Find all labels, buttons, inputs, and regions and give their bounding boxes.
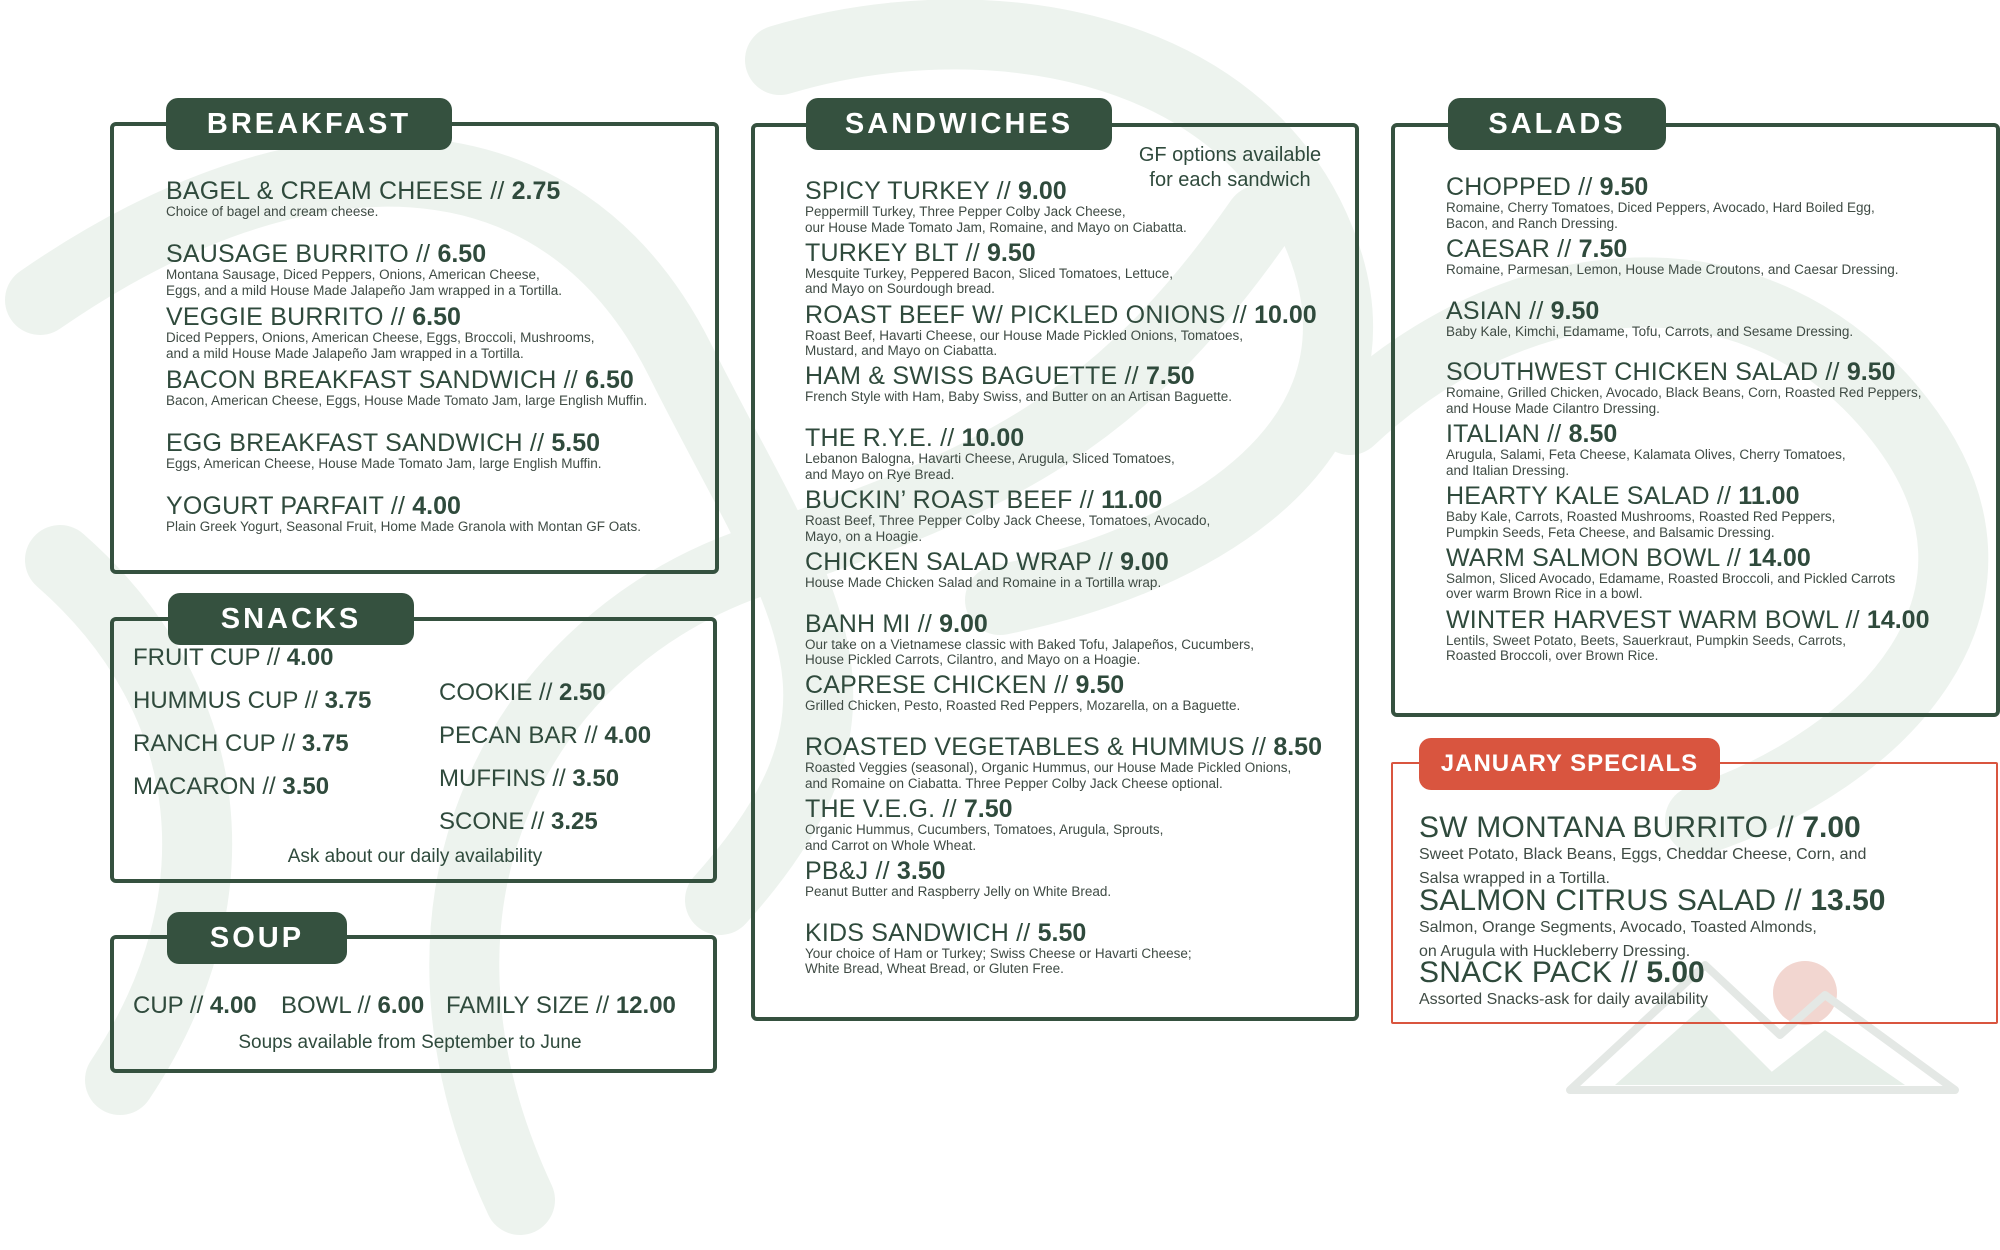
- breakfast-item-price: 4.00: [412, 492, 461, 520]
- salads-title: SALADS: [1448, 98, 1666, 150]
- salad-item-name: ITALIAN //: [1446, 420, 1569, 449]
- salad-item-description: Romaine, Grilled Chicken, Avocado, Black Beans, Corn, Roasted Red Peppers, and House Made Cilantro Dressing.: [1446, 385, 1922, 416]
- snack-item-price: 3.50: [282, 773, 330, 800]
- snack-item-price: 2.50: [559, 679, 606, 706]
- breakfast-title: BREAKFAST: [166, 98, 452, 150]
- breakfast-item-description: Bacon, American Cheese, Eggs, House Made Tomato Jam, large English Muffin.: [166, 393, 648, 408]
- snack-item-name: MACARON //: [133, 773, 283, 800]
- sandwich-item-price: 9.00: [1120, 547, 1169, 576]
- soup-title: SOUP: [167, 912, 347, 964]
- sandwich-item-description: House Made Chicken Salad and Romaine in a Tortilla wrap.: [805, 574, 1162, 590]
- special-item-name: SALMON CITRUS SALAD //: [1419, 884, 1811, 917]
- salad-item-description: Baby Kale, Carrots, Roasted Mushrooms, Roasted Red Peppers, Pumpkin Seeds, Feta Cheese, and Balsamic Dressing.: [1446, 509, 1836, 540]
- sandwich-menu-item: [805, 486, 1210, 544]
- sandwich-menu-item: [805, 733, 1322, 791]
- breakfast-item-name: VEGGIE BURRITO //: [166, 303, 413, 331]
- sandwich-item-name: ROASTED VEGETABLES & HUMMUS //: [805, 733, 1274, 762]
- special-menu-item: [1419, 811, 1866, 891]
- snack-item-price: 4.00: [286, 644, 334, 671]
- salad-item-price: 9.50: [1846, 358, 1896, 387]
- sandwich-item-price: 7.50: [1145, 362, 1195, 391]
- breakfast-menu-item: [166, 303, 594, 361]
- sandwich-item-name: ROAST BEEF W/ PICKLED ONIONS //: [805, 300, 1255, 329]
- specials-title: JANUARY SPECIALS: [1419, 738, 1720, 790]
- sandwich-item-price: 9.50: [1075, 671, 1125, 700]
- sandwich-item-description: Peppermill Turkey, Three Pepper Colby Jack Cheese, our House Made Tomato Jam, Romaine, and Mayo on Ciabatta.: [805, 204, 1187, 235]
- sandwich-item-name: THE V.E.G. //: [805, 795, 964, 823]
- sandwich-item-name: BUCKIN’ ROAST BEEF //: [805, 486, 1102, 514]
- sandwich-item-price: 9.50: [987, 238, 1036, 267]
- breakfast-item-price: 2.75: [511, 177, 561, 205]
- salad-item-name: WARM SALMON BOWL //: [1446, 543, 1749, 572]
- sandwich-item-description: Our take on a Vietnamese classic with Baked Tofu, Jalapeños, Cucumbers, House Pickled Carrots, Cilantro, and Mayo on a Hoagie.: [805, 636, 1254, 668]
- sandwich-menu-item: [805, 671, 1240, 714]
- salad-item-description: Baby Kale, Kimchi, Edamame, Tofu, Carrots, and Sesame Dressing.: [1446, 323, 1854, 339]
- sandwich-menu-item: [805, 301, 1317, 359]
- soup-bowl: [281, 992, 424, 1020]
- special-item-price: 7.00: [1802, 811, 1861, 844]
- sandwich-item-name: CHICKEN SALAD WRAP //: [805, 547, 1121, 576]
- salad-item-name: CHOPPED //: [1446, 173, 1600, 201]
- sandwich-item-price: 9.00: [939, 609, 988, 638]
- breakfast-item-name: YOGURT PARFAIT //: [166, 492, 413, 520]
- snack-item: [133, 687, 371, 715]
- special-item-description: Assorted Snacks-ask for daily availability: [1419, 991, 1709, 1008]
- salad-menu-item: [1446, 235, 1898, 278]
- snacks-title: SNACKS: [168, 593, 414, 645]
- snack-item-price: 4.00: [604, 722, 652, 749]
- breakfast-menu-item: [166, 177, 560, 220]
- snack-item-name: RANCH CUP //: [133, 730, 302, 757]
- salad-menu-item: [1446, 544, 1895, 602]
- breakfast-item-price: 6.50: [437, 240, 487, 268]
- snack-item: [439, 722, 651, 750]
- salad-item-name: WINTER HARVEST WARM BOWL //: [1446, 605, 1867, 634]
- sandwich-item-name: THE R.Y.E. //: [805, 424, 962, 453]
- salad-item-description: Salmon, Sliced Avocado, Edamame, Roasted Broccoli, and Pickled Carrots over warm Brown Rice in a bowl.: [1446, 570, 1896, 602]
- breakfast-item-name: EGG BREAKFAST SANDWICH //: [166, 429, 552, 457]
- salad-menu-item: [1446, 606, 1929, 664]
- salad-menu-item: [1446, 420, 1846, 478]
- breakfast-item-description: Montana Sausage, Diced Peppers, Onions, American Cheese, Eggs, and a mild House Made Jalapeño Jam wrapped in a Tortilla.: [166, 267, 562, 298]
- sandwich-item-price: 8.50: [1273, 733, 1322, 762]
- salad-item-description: Lentils, Sweet Potato, Beets, Sauerkraut, Pumpkin Seeds, Carrots, Roasted Broccoli, over Brown Rice.: [1446, 632, 1846, 664]
- sandwich-menu-item: [805, 239, 1173, 297]
- sandwich-menu-item: [805, 919, 1192, 977]
- salad-item-price: 11.00: [1738, 482, 1800, 510]
- breakfast-item-description: Choice of bagel and cream cheese.: [166, 204, 379, 219]
- snack-item: [439, 765, 619, 793]
- sandwich-item-name: BANH MI //: [805, 609, 940, 638]
- sandwich-menu-item: [805, 548, 1169, 591]
- sandwich-item-description: Roasted Veggies (seasonal), Organic Hummus, our House Made Pickled Onions, and Romaine on Ciabatta. Three Pepper Colby Jack Cheese optional.: [805, 760, 1292, 791]
- sandwich-item-description: Roast Beef, Havarti Cheese, our House Made Pickled Onions, Tomatoes, Mustard, and Mayo on Ciabatta.: [805, 327, 1243, 359]
- sandwich-item-price: 9.00: [1018, 177, 1067, 205]
- snack-item: [133, 644, 334, 672]
- snack-item: [439, 679, 606, 707]
- snack-item: [439, 808, 598, 836]
- breakfast-item-description: Plain Greek Yogurt, Seasonal Fruit, Home Made Granola with Montan GF Oats.: [166, 519, 641, 534]
- salad-menu-item: [1446, 173, 1875, 231]
- soup-bowl-name: BOWL //: [281, 992, 378, 1019]
- salad-item-price: 14.00: [1866, 605, 1930, 634]
- snack-item: [133, 730, 349, 758]
- soup-family: [446, 992, 676, 1020]
- special-item-price: 5.00: [1646, 956, 1705, 989]
- special-item-name: SNACK PACK //: [1419, 956, 1647, 989]
- salad-item-name: ASIAN //: [1446, 296, 1551, 325]
- special-item-description: Sweet Potato, Black Beans, Eggs, Cheddar Cheese, Corn, and Salsa wrapped in a Tortilla.: [1419, 846, 1867, 887]
- sandwich-item-price: 3.50: [896, 856, 946, 885]
- soup-cup-name: CUP //: [133, 992, 210, 1019]
- breakfast-item-name: SAUSAGE BURRITO //: [166, 240, 438, 268]
- sandwich-item-name: KIDS SANDWICH //: [805, 918, 1038, 947]
- breakfast-item-price: 5.50: [551, 429, 601, 457]
- salad-item-price: 7.50: [1578, 234, 1628, 263]
- special-menu-item: [1419, 884, 1885, 964]
- soup-season-note: Soups available from September to June: [238, 1032, 582, 1053]
- snack-item-price: 3.75: [301, 730, 349, 757]
- salad-item-name: HEARTY KALE SALAD //: [1446, 482, 1739, 510]
- snack-item-name: COOKIE //: [439, 679, 560, 706]
- sandwich-item-name: PB&J //: [805, 856, 897, 885]
- salad-item-description: Arugula, Salami, Feta Cheese, Kalamata Olives, Cherry Tomatoes, and Italian Dressing.: [1446, 447, 1846, 478]
- breakfast-item-description: Eggs, American Cheese, House Made Tomato Jam, large English Muffin.: [166, 456, 602, 471]
- salad-item-description: Romaine, Cherry Tomatoes, Diced Peppers, Avocado, Hard Boiled Egg, Bacon, and Ranch Dressing.: [1446, 200, 1875, 231]
- sandwich-item-price: 5.50: [1037, 918, 1087, 947]
- sandwich-item-description: Grilled Chicken, Pesto, Roasted Red Peppers, Mozarella, on a Baguette.: [805, 698, 1241, 714]
- soup-family-name: FAMILY SIZE //: [446, 992, 616, 1019]
- sandwich-item-description: Roast Beef, Three Pepper Colby Jack Cheese, Tomatoes, Avocado, Mayo, on a Hoagie.: [805, 513, 1211, 544]
- special-item-name: SW MONTANA BURRITO //: [1419, 811, 1803, 844]
- breakfast-menu-item: [166, 366, 647, 409]
- snack-item-name: FRUIT CUP //: [133, 644, 287, 671]
- salad-menu-item: [1446, 482, 1835, 540]
- special-item-description: Salmon, Orange Segments, Avocado, Toasted Almonds, on Arugula with Huckleberry Dressing.: [1419, 919, 1817, 960]
- soup-bowl-price: 6.00: [377, 992, 425, 1019]
- sandwich-item-description: Your choice of Ham or Turkey; Swiss Cheese or Havarti Cheese; White Bread, Wheat Bread, or Gluten Free.: [805, 945, 1192, 977]
- snacks-availability-note: Ask about our daily availability: [287, 846, 543, 867]
- salad-item-price: 9.50: [1550, 296, 1600, 325]
- breakfast-item-name: BAGEL & CREAM CHEESE //: [166, 177, 512, 205]
- breakfast-item-price: 6.50: [412, 303, 461, 331]
- sandwich-menu-item: [805, 362, 1232, 405]
- sandwich-item-description: Mesquite Turkey, Peppered Bacon, Sliced Tomatoes, Lettuce, and Mayo on Sourdough bread.: [805, 265, 1173, 297]
- snack-item-name: MUFFINS //: [439, 765, 573, 792]
- sandwich-menu-item: [805, 177, 1187, 235]
- sandwich-item-price: 10.00: [1254, 300, 1317, 329]
- sandwich-menu-item: [805, 610, 1254, 668]
- sandwich-item-name: SPICY TURKEY //: [805, 177, 1019, 205]
- snack-item-price: 3.50: [572, 765, 620, 792]
- sandwich-item-name: CAPRESE CHICKEN //: [805, 671, 1076, 700]
- soup-cup: [133, 992, 257, 1020]
- sandwich-item-description: Organic Hummus, Cucumbers, Tomatoes, Arugula, Sprouts, and Carrot on Whole Wheat.: [805, 822, 1164, 853]
- sandwich-item-price: 7.50: [963, 795, 1013, 823]
- sandwiches-title: SANDWICHES: [806, 98, 1112, 150]
- breakfast-menu-item: [166, 240, 562, 298]
- sandwich-menu-item: [805, 424, 1175, 482]
- sandwich-item-description: French Style with Ham, Baby Swiss, and Butter on an Artisan Baguette.: [805, 389, 1232, 405]
- breakfast-menu-item: [166, 429, 601, 472]
- snack-item-name: SCONE //: [439, 808, 552, 835]
- salad-item-description: Romaine, Parmesan, Lemon, House Made Croutons, and Caesar Dressing.: [1446, 261, 1899, 277]
- snack-item-price: 3.75: [324, 687, 372, 714]
- special-item-price: 13.50: [1810, 884, 1886, 917]
- sandwich-menu-item: [805, 857, 1111, 900]
- snack-item-name: HUMMUS CUP //: [133, 687, 325, 714]
- salad-menu-item: [1446, 297, 1853, 340]
- snack-item: [133, 773, 329, 801]
- salad-item-price: 14.00: [1748, 543, 1811, 572]
- salad-item-name: SOUTHWEST CHICKEN SALAD //: [1446, 358, 1847, 387]
- breakfast-item-price: 6.50: [585, 366, 634, 394]
- breakfast-item-description: Diced Peppers, Onions, American Cheese, Eggs, Broccoli, Mushrooms, and a mild House Made Jalapeño Jam wrapped in a Tortilla.: [166, 330, 595, 361]
- salad-item-name: CAESAR //: [1446, 234, 1579, 263]
- snack-item-name: PECAN BAR //: [439, 722, 605, 749]
- sandwich-item-name: HAM & SWISS BAGUETTE //: [805, 362, 1146, 391]
- breakfast-item-name: BACON BREAKFAST SANDWICH //: [166, 366, 586, 394]
- special-menu-item: [1419, 956, 1708, 1012]
- soup-family-price: 12.00: [615, 992, 676, 1019]
- salad-menu-item: [1446, 358, 1922, 416]
- sandwich-item-name: TURKEY BLT //: [805, 238, 988, 267]
- soup-cup-price: 4.00: [209, 992, 257, 1019]
- snack-item-price: 3.25: [551, 808, 598, 835]
- sandwich-item-price: 10.00: [961, 424, 1025, 453]
- sandwiches-gf-note: GF options available for each sandwich: [1138, 144, 1322, 191]
- salad-item-price: 9.50: [1599, 173, 1649, 201]
- sandwich-menu-item: [805, 795, 1163, 853]
- sandwich-item-description: Lebanon Balogna, Havarti Cheese, Arugula, Sliced Tomatoes, and Mayo on Rye Bread.: [805, 451, 1175, 482]
- salad-item-price: 8.50: [1568, 420, 1618, 449]
- breakfast-menu-item: [166, 492, 641, 535]
- sandwich-item-description: Peanut Butter and Raspberry Jelly on White Bread.: [805, 883, 1112, 899]
- sandwich-item-price: 11.00: [1101, 486, 1163, 514]
